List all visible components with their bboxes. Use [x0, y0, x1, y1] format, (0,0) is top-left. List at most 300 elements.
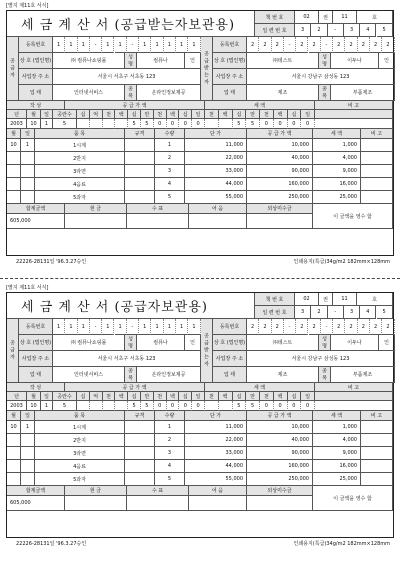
buyer-name-label: 상 호 (법인명): [213, 53, 247, 69]
summary-day: 1: [41, 119, 53, 129]
amount-digit: [103, 119, 116, 129]
serial-digit: 2: [311, 24, 327, 37]
tax-digit: 0: [274, 119, 288, 129]
tax-digit: [219, 401, 233, 411]
tax-unit-label: 십: [233, 110, 247, 119]
buyer-rep: 이두나: [331, 53, 379, 69]
item-name: 1시계: [35, 421, 125, 434]
amount-unit-label: 만: [141, 110, 154, 119]
supplier-reg-digit: 1: [151, 37, 163, 53]
buyer-item-label: 종목: [319, 85, 331, 101]
totals-label: 외상미수금: [247, 204, 313, 214]
item-qty: 3: [155, 165, 185, 178]
item-qty: 4: [155, 178, 185, 191]
item-price: 44,000: [185, 178, 247, 191]
item-amount: 40,000: [247, 434, 313, 447]
item-month: 10: [7, 139, 21, 152]
footer-approval: 22226-28131일 '96.3.27승인: [16, 259, 87, 265]
totals-amount: 605,000: [7, 214, 65, 229]
supplier-reg-digit: 1: [65, 37, 77, 53]
tax-digit: 5: [246, 119, 260, 129]
supplier-type-label: 업 태: [19, 367, 53, 383]
item-spec: [125, 178, 155, 191]
items-header-cell: 규격: [125, 129, 155, 139]
buyer-reg-digit: 2: [272, 37, 284, 53]
item-month: [7, 473, 21, 486]
item-amount: 90,000: [247, 165, 313, 178]
buyer-reg-digit: 2: [358, 37, 370, 53]
amount-digit: 5: [141, 119, 154, 129]
summary-month: 10: [27, 401, 41, 411]
totals-amount: 605,000: [7, 496, 65, 511]
amount-digit: 0: [192, 401, 205, 411]
ho-label: 호: [357, 293, 393, 306]
buyer-reg-digit: 2: [345, 319, 357, 335]
amount-unit-label: 백: [167, 110, 180, 119]
item-tax: 1,000: [313, 421, 361, 434]
summary-note: [315, 119, 393, 129]
totals-label: 수 표: [127, 486, 189, 496]
summary-date-label: 월: [27, 110, 41, 119]
buyer-type: 제조: [247, 367, 319, 383]
buyer-reg-digit: -: [284, 319, 296, 335]
buyer-side-label: 공급받는자: [201, 319, 213, 383]
totals-value: [247, 214, 313, 229]
amount-digit: [77, 119, 90, 129]
amount-unit-label: 억: [90, 392, 103, 401]
invoice-title: 세 금 계 산 서 (공급자보관용): [7, 293, 255, 319]
item-spec: [125, 152, 155, 165]
supplier-reg-digit: 1: [176, 319, 188, 335]
buyer-reg-label: 등록번호: [213, 319, 247, 335]
item-price: 44,000: [185, 460, 247, 473]
buyer-seal: 인: [379, 53, 395, 69]
buyer-reg-digit: 2: [382, 37, 394, 53]
serial-digit: -: [328, 24, 344, 37]
amount-unit-label: 억: [90, 110, 103, 119]
book-no: 02: [295, 11, 319, 24]
item-price: 11,000: [185, 139, 247, 152]
buyer-reg-digit: 2: [333, 319, 345, 335]
amount-digit: [115, 401, 128, 411]
tax-digit: 0: [274, 401, 288, 411]
item-price: 11,000: [185, 421, 247, 434]
serial-digit: 4: [360, 24, 376, 37]
supplier-reg-digit: -: [127, 37, 139, 53]
buyer-type: 제조: [247, 85, 319, 101]
buyer-reg-digit: 2: [296, 37, 308, 53]
item-amount: 160,000: [247, 178, 313, 191]
amount-unit-label: 천: [154, 392, 167, 401]
amount-unit-label: 천: [103, 110, 116, 119]
serial-digit: 5: [377, 306, 393, 319]
serial-digit: 5: [377, 24, 393, 37]
supplier-reg-label: 등록번호: [19, 319, 53, 335]
supplier-name: ㈜ 컴퓨나쇼핑몰: [53, 53, 125, 69]
item-qty: 2: [155, 434, 185, 447]
item-qty: 3: [155, 447, 185, 460]
amount-unit-label: 십: [179, 110, 192, 119]
totals-value: [65, 496, 127, 511]
buyer-addr-label: 사업장 주 소: [213, 69, 247, 85]
buyer-type-label: 업 태: [213, 85, 247, 101]
tax-digit: [205, 401, 219, 411]
serial-digit: 3: [295, 24, 311, 37]
item-month: [7, 460, 21, 473]
supplier-type: 인터넷서비스: [53, 85, 125, 101]
tax-digit: 0: [288, 401, 302, 411]
item-day: [21, 152, 35, 165]
amount-unit-label: 십: [77, 110, 90, 119]
supplier-reg-digit: 1: [65, 319, 77, 335]
supplier-side-label: 공급자: [7, 319, 19, 383]
supplier-item-label: 종목: [125, 85, 137, 101]
tax-unit-label: 일: [301, 110, 315, 119]
item-amount: 250,000: [247, 473, 313, 486]
item-qty: 5: [155, 473, 185, 486]
item-spec: [125, 191, 155, 204]
book-no2: 11: [333, 293, 357, 306]
item-note: [361, 191, 393, 204]
book-no: 02: [295, 293, 319, 306]
buyer-type-label: 업 태: [213, 367, 247, 383]
supplier-seal: 인: [185, 53, 201, 69]
buyer-reg-digit: 2: [272, 319, 284, 335]
footer-paper: 인쇄용지(특급)34g/m2 182mm×128mm: [293, 259, 390, 265]
item-qty: 1: [155, 421, 185, 434]
item-month: [7, 165, 21, 178]
amount-digit: 0: [179, 119, 192, 129]
item-day: 1: [21, 421, 35, 434]
amount-digit: 5: [141, 401, 154, 411]
item-spec: [125, 460, 155, 473]
tax-unit-label: 십: [233, 392, 247, 401]
item-amount: 40,000: [247, 152, 313, 165]
summary-note-sub: [315, 110, 393, 119]
totals-value: [65, 214, 127, 229]
tax-digit: 0: [260, 119, 274, 129]
amount-unit-label: 십: [128, 110, 141, 119]
tax-unit-label: 백: [219, 110, 233, 119]
items-header-cell: 월: [7, 411, 21, 421]
form-code: [별지 제11호 서식]: [6, 3, 49, 9]
items-header-cell: 품 목: [35, 129, 125, 139]
item-tax: 16,000: [313, 460, 361, 473]
items-header-cell: 공 급 가 액: [247, 129, 313, 139]
item-name: 3라면: [35, 447, 125, 460]
totals-receipt-note: 이 금액을 영수 함: [313, 204, 393, 229]
book-no2: 11: [333, 11, 357, 24]
serial-digit: 4: [360, 306, 376, 319]
tax-digit: 0: [301, 119, 315, 129]
item-day: 1: [21, 139, 35, 152]
item-price: 22,000: [185, 152, 247, 165]
supplier-reg-digit: 1: [176, 37, 188, 53]
item-spec: [125, 165, 155, 178]
tax-unit-label: 천: [260, 392, 274, 401]
summary-date-label: 월: [27, 392, 41, 401]
tax-unit-label: 천: [205, 392, 219, 401]
summary-write-label: 작 성: [7, 101, 65, 110]
tax-unit-label: 일: [301, 392, 315, 401]
item-day: [21, 165, 35, 178]
item-spec: [125, 473, 155, 486]
buyer-name-label: 상 호 (법인명): [213, 335, 247, 351]
item-month: [7, 178, 21, 191]
item-tax: 9,000: [313, 165, 361, 178]
serial-digit: 3: [295, 306, 311, 319]
tax-unit-label: 백: [274, 392, 288, 401]
item-month: [7, 434, 21, 447]
buyer-reg-label: 등록번호: [213, 37, 247, 53]
amount-unit-label: 십: [77, 392, 90, 401]
supplier-name: ㈜ 컴퓨나쇼핑몰: [53, 335, 125, 351]
buyer-side-label: 공급받는자: [201, 37, 213, 101]
amount-digit: 0: [167, 119, 180, 129]
amount-digit: [115, 119, 128, 129]
tax-digit: 0: [301, 401, 315, 411]
tax-digit: [219, 119, 233, 129]
supplier-seal: 인: [185, 335, 201, 351]
footer-paper: 인쇄용지(특급)34g/m2 182mm×128mm: [293, 541, 390, 547]
items-header-cell: 수량: [155, 129, 185, 139]
item-spec: [125, 139, 155, 152]
supplier-reg-digit: 1: [102, 37, 114, 53]
buyer-addr: 서울시 강남구 삼성동 123: [247, 351, 395, 367]
buyer-name: ㈜테스트: [247, 335, 319, 351]
tax-digit: 0: [260, 401, 274, 411]
items-header-cell: 월: [7, 129, 21, 139]
summary-year: 2003: [7, 401, 27, 411]
book-label: 책 번 호: [255, 293, 295, 306]
item-note: [361, 139, 393, 152]
item-day: [21, 447, 35, 460]
tax-unit-label: 백: [274, 110, 288, 119]
supplier-reg-digit: 1: [139, 37, 151, 53]
summary-blank-label: 공란수: [53, 392, 77, 401]
item-price: 33,000: [185, 447, 247, 460]
amount-unit-label: 십: [128, 392, 141, 401]
amount-unit-label: 일: [192, 110, 205, 119]
supplier-reg-label: 등록번호: [19, 37, 53, 53]
summary-date-label: 년: [7, 392, 27, 401]
item-name: 1시계: [35, 139, 125, 152]
amount-digit: [103, 401, 116, 411]
item-amount: 160,000: [247, 460, 313, 473]
items-header-cell: 비 고: [361, 411, 393, 421]
amount-digit: 5: [128, 119, 141, 129]
item-amount: 250,000: [247, 191, 313, 204]
supplier-reg-digit: 1: [188, 319, 200, 335]
item-price: 33,000: [185, 165, 247, 178]
form-code: [별지 제11호 서식]: [6, 285, 49, 291]
supplier-item-label: 종목: [125, 367, 137, 383]
item-price: 55,000: [185, 473, 247, 486]
buyer-reg-digit: 2: [345, 37, 357, 53]
supplier-reg-digit: 1: [188, 37, 200, 53]
bottom-margin: [7, 511, 393, 537]
items-header-cell: 일: [21, 129, 35, 139]
items-header-cell: 규격: [125, 411, 155, 421]
item-note: [361, 152, 393, 165]
invoice-title: 세 금 계 산 서 (공급받는자보관용): [7, 11, 255, 37]
summary-write-label: 작 성: [7, 383, 65, 392]
amount-unit-label: 백: [115, 392, 128, 401]
tax-unit-label: 백: [219, 392, 233, 401]
summary-note-sub: [315, 392, 393, 401]
totals-label: 현 금: [65, 204, 127, 214]
supplier-type: 인터넷서비스: [53, 367, 125, 383]
gwon-label: 권: [319, 293, 333, 306]
supplier-addr-label: 사업장 주 소: [19, 69, 53, 85]
serial-digit: 3: [344, 24, 360, 37]
buyer-reg-digit: -: [321, 319, 333, 335]
cut-line: [0, 278, 400, 279]
totals-value: [247, 496, 313, 511]
item-tax: 25,000: [313, 473, 361, 486]
totals-label: 합계금액: [7, 204, 65, 214]
item-note: [361, 473, 393, 486]
item-note: [361, 165, 393, 178]
buyer-item: 부품제조: [331, 367, 395, 383]
amount-digit: 0: [154, 401, 167, 411]
tax-unit-label: 십: [288, 110, 302, 119]
item-tax: 1,000: [313, 139, 361, 152]
items-header-cell: 세 액: [313, 129, 361, 139]
items-header-cell: 공 급 가 액: [247, 411, 313, 421]
item-name: 4음료: [35, 178, 125, 191]
item-tax: 25,000: [313, 191, 361, 204]
totals-label: 어 음: [189, 486, 247, 496]
item-spec: [125, 421, 155, 434]
item-name: 2반지: [35, 152, 125, 165]
supplier-reg-digit: 1: [139, 319, 151, 335]
supplier-reg-digit: 1: [78, 37, 90, 53]
item-note: [361, 421, 393, 434]
items-header-cell: 일: [21, 411, 35, 421]
supplier-item: 온라인정보제공: [137, 85, 201, 101]
item-month: [7, 191, 21, 204]
totals-receipt-note: 이 금액을 영수 함: [313, 486, 393, 511]
footer-approval: 22226-28131일 '96.3.27승인: [16, 541, 87, 547]
supplier-reg-digit: 1: [102, 319, 114, 335]
supplier-addr-label: 사업장 주 소: [19, 351, 53, 367]
invoice-frame: [6, 292, 394, 538]
item-qty: 1: [155, 139, 185, 152]
bottom-margin: [7, 229, 393, 255]
buyer-reg-digit: 2: [370, 319, 382, 335]
summary-blank-label: 공란수: [53, 110, 77, 119]
supplier-reg-digit: 1: [164, 37, 176, 53]
item-day: [21, 191, 35, 204]
amount-digit: 0: [192, 119, 205, 129]
buyer-rep: 이두나: [331, 335, 379, 351]
item-amount: 10,000: [247, 421, 313, 434]
item-note: [361, 460, 393, 473]
amount-unit-label: 백: [167, 392, 180, 401]
tax-unit-label: 십: [288, 392, 302, 401]
amount-digit: [77, 401, 90, 411]
items-header-cell: 수량: [155, 411, 185, 421]
totals-value: [127, 214, 189, 229]
buyer-reg-digit: 2: [370, 37, 382, 53]
supplier-reg-digit: 1: [115, 37, 127, 53]
amount-digit: 0: [154, 119, 167, 129]
summary-note-label: 비 고: [315, 383, 393, 392]
items-header-cell: 단 가: [185, 129, 247, 139]
item-tax: 4,000: [313, 434, 361, 447]
buyer-rep-label: 성명: [319, 53, 331, 69]
item-amount: 90,000: [247, 447, 313, 460]
buyer-seal: 인: [379, 335, 395, 351]
totals-value: [127, 496, 189, 511]
amount-digit: 5: [128, 401, 141, 411]
item-name: 3라면: [35, 165, 125, 178]
amount-unit-label: 만: [141, 392, 154, 401]
amount-digit: 0: [179, 401, 192, 411]
items-header-cell: 단 가: [185, 411, 247, 421]
ho-label: 호: [357, 11, 393, 24]
item-spec: [125, 447, 155, 460]
supplier-side-label: 공급자: [7, 37, 19, 101]
amount-digit: [90, 119, 103, 129]
supplier-reg-digit: 1: [53, 319, 65, 335]
buyer-reg-digit: 2: [309, 37, 321, 53]
tax-digit: [205, 119, 219, 129]
tax-digit: 5: [246, 401, 260, 411]
summary-amount-label: 공 급 가 액: [65, 383, 205, 392]
book-label: 책 번 호: [255, 11, 295, 24]
serial-digit: 2: [311, 306, 327, 319]
item-tax: 4,000: [313, 152, 361, 165]
item-qty: 5: [155, 191, 185, 204]
totals-label: 수 표: [127, 204, 189, 214]
summary-note: [315, 401, 393, 411]
buyer-reg-digit: 2: [259, 37, 271, 53]
buyer-item-label: 종목: [319, 367, 331, 383]
tax-unit-label: 만: [246, 392, 260, 401]
supplier-reg-digit: 1: [78, 319, 90, 335]
summary-blank: 5: [53, 401, 77, 411]
summary-date-label: 년: [7, 110, 27, 119]
summary-month: 10: [27, 119, 41, 129]
totals-label: 현 금: [65, 486, 127, 496]
buyer-reg-digit: 2: [296, 319, 308, 335]
amount-digit: [90, 401, 103, 411]
tax-unit-label: 만: [246, 110, 260, 119]
item-note: [361, 447, 393, 460]
supplier-addr: 서울시 서초구 서초동 123: [53, 69, 201, 85]
item-tax: 16,000: [313, 178, 361, 191]
item-name: 5과자: [35, 473, 125, 486]
buyer-reg-digit: -: [284, 37, 296, 53]
item-day: [21, 178, 35, 191]
buyer-reg-digit: 2: [333, 37, 345, 53]
totals-label: 어 음: [189, 204, 247, 214]
buyer-addr-label: 사업장 주 소: [213, 351, 247, 367]
tax-digit: 5: [233, 119, 247, 129]
item-amount: 10,000: [247, 139, 313, 152]
item-month: [7, 152, 21, 165]
supplier-rep: 컴퓨나: [137, 335, 185, 351]
gwon-label: 권: [319, 11, 333, 24]
serial-label: 일 련 번 호: [255, 306, 295, 319]
supplier-reg-digit: -: [127, 319, 139, 335]
buyer-item: 부품제조: [331, 85, 395, 101]
supplier-rep-label: 성명: [125, 53, 137, 69]
supplier-reg-digit: 1: [53, 37, 65, 53]
summary-date-label: 일: [41, 110, 53, 119]
